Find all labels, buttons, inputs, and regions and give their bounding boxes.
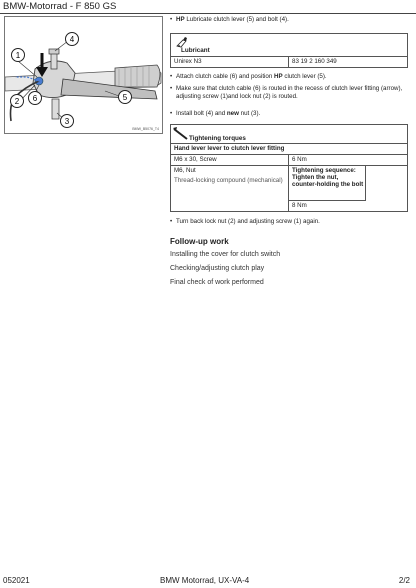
callout-1 bbox=[12, 49, 25, 62]
torque-section-heading: Hand lever lever to clutch lever fitting bbox=[174, 145, 285, 152]
figure-code: BMW_B5076_T4 bbox=[132, 127, 159, 131]
svg-text:4: 4 bbox=[69, 35, 75, 44]
svg-text:1: 1 bbox=[15, 51, 21, 60]
callout-2 bbox=[11, 95, 24, 108]
svg-text:3: 3 bbox=[64, 117, 70, 126]
step-attach-cable: • Attach clutch cable (6) and position HP clutch lever (5). bbox=[170, 73, 327, 80]
callout-4 bbox=[66, 33, 79, 46]
footer-page-number: 2/2 bbox=[398, 576, 410, 585]
callout-3 bbox=[61, 115, 74, 128]
followup-heading: Follow-up work bbox=[170, 237, 229, 246]
lubricant-table bbox=[170, 33, 408, 68]
followup-item-clutch-switch-cover: Installing the cover for clutch switch bbox=[170, 251, 281, 258]
step-lubricate: • HP Lubricate clutch lever (5) and bolt (4). bbox=[170, 16, 289, 23]
clutch-lever-drawing bbox=[5, 17, 163, 134]
torque-wrench-icon bbox=[173, 127, 189, 141]
clutch-lever-illustration bbox=[4, 16, 163, 134]
torque-row2-value: 8 Nm bbox=[292, 202, 307, 209]
header-rule bbox=[0, 13, 416, 14]
torque-title: Tightening torques bbox=[189, 135, 246, 142]
torque-row2-sequence: Tightening sequence: Tighten the nut, counter-holding the bolt bbox=[292, 167, 364, 188]
tightening-torques-table bbox=[170, 124, 408, 212]
svg-text:5: 5 bbox=[122, 93, 128, 102]
callout-5 bbox=[119, 91, 132, 104]
lubricant-name: Unirex N3 bbox=[174, 58, 202, 65]
followup-item-final-check: Final check of work performed bbox=[170, 279, 264, 286]
page-header: BMW-Motorrad - F 850 GS bbox=[3, 1, 117, 12]
torque-row2-item: M6, Nut bbox=[174, 167, 196, 174]
callout-6 bbox=[29, 92, 42, 105]
footer-date-code: 052021 bbox=[3, 576, 30, 585]
torque-row1-value: 6 Nm bbox=[292, 156, 307, 163]
lubricant-title: Lubricant bbox=[181, 47, 210, 54]
step-install-bolt: • Install bolt (4) and new nut (3). bbox=[170, 110, 261, 117]
torque-row1-item: M6 x 30, Screw bbox=[174, 156, 217, 163]
lubricant-part-number: 83 19 2 160 349 bbox=[292, 58, 337, 65]
torque-row2-note: Thread-locking compound (mechanical) bbox=[174, 177, 283, 184]
footer-source: BMW Motorrad, UX-VA-4 bbox=[160, 576, 250, 585]
followup-item-clutch-play: Checking/adjusting clutch play bbox=[170, 265, 265, 272]
svg-text:6: 6 bbox=[32, 94, 38, 103]
step-cable-routing: • Make sure that clutch cable (6) is routed in the recess of clutch lever fitting (arrow), adjusting screw (1)and lock nut (2) is routed. bbox=[170, 85, 403, 101]
step-turn-back: • Turn back lock nut (2) and adjusting screw (1) again. bbox=[170, 218, 320, 225]
svg-text:2: 2 bbox=[14, 97, 20, 106]
